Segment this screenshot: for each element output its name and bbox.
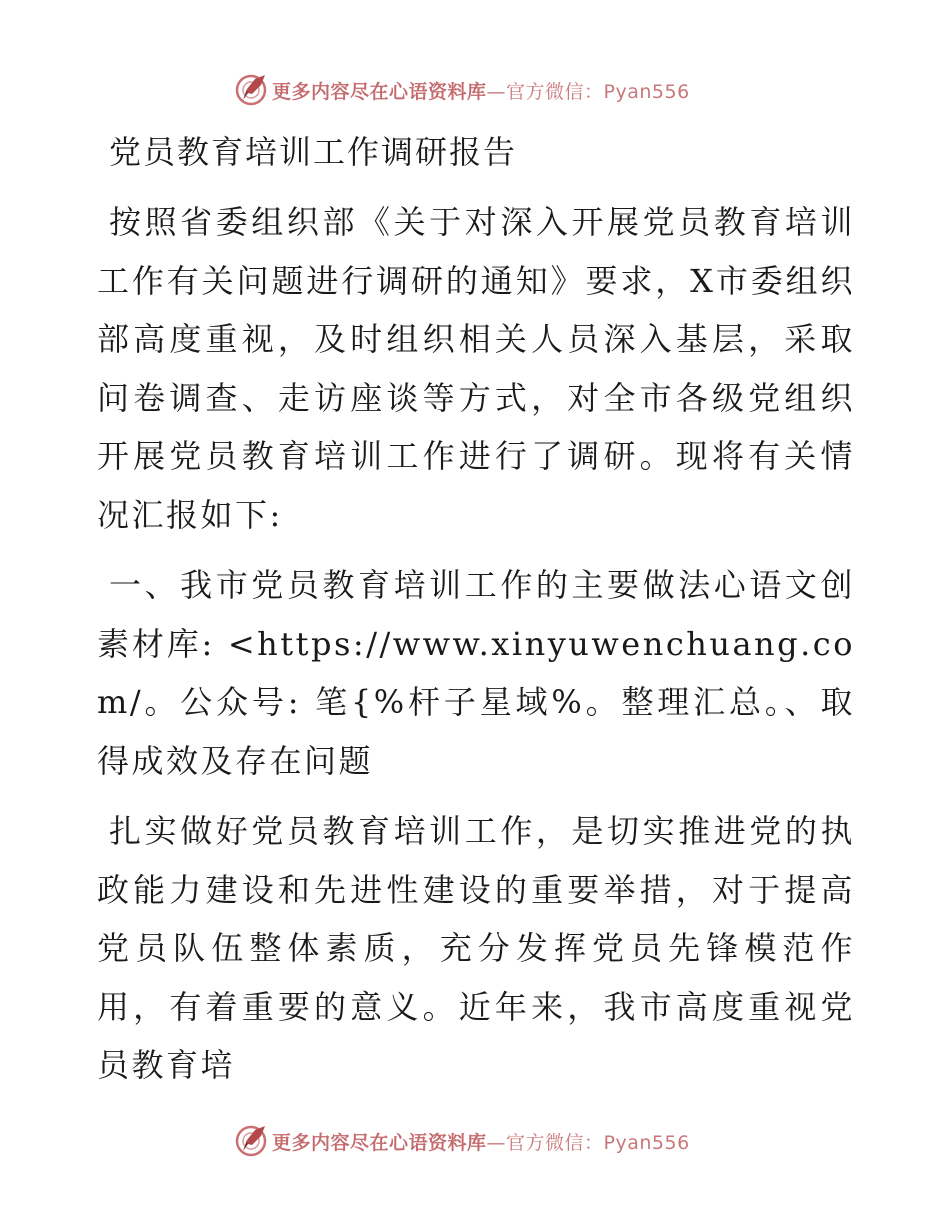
pen-nib-logo-icon bbox=[234, 73, 268, 107]
header-watermark-banner bbox=[234, 70, 690, 110]
watermark-official-label: 官方微信： bbox=[506, 80, 604, 103]
watermark-text bbox=[272, 1128, 690, 1155]
paragraph-section-heading: 一、我市党员教育培训工作的主要做法心语文创素材库: <https://www.xinyuwenchuang.com/。公众号: 笔{%杆子星域%。整理汇总。、取得成效及存在问题 bbox=[97, 566, 855, 780]
document-body bbox=[97, 123, 855, 1095]
watermark-brand: 更多内容尽在心语资料库 bbox=[272, 80, 487, 103]
watermark-official-label: 官方微信： bbox=[506, 1131, 604, 1154]
watermark-brand: 更多内容尽在心语资料库 bbox=[272, 1131, 487, 1154]
watermark-text bbox=[272, 77, 690, 104]
paragraph-intro: 按照省委组织部《关于对深入开展党员教育培训工作有关问题进行调研的通知》要求，X市委组织部高度重视，及时组织相关人员深入基层，采取问卷调查、走访座谈等方式，对全市各级党组织开展党员教育培训工作进行了调研。现将有关情况汇报如下: bbox=[97, 203, 855, 534]
watermark-separator: — bbox=[486, 80, 507, 103]
paragraph-body: 扎实做好党员教育培训工作，是切实推进党的执政能力建设和先进性建设的重要举措，对于提高党员队伍整体素质，充分发挥党员先锋模范作用，有着重要的意义。近年来，我市高度重视党员教育培 bbox=[97, 812, 855, 1084]
watermark-separator: — bbox=[486, 1131, 507, 1154]
watermark-wechat-id: Pyan556 bbox=[603, 80, 690, 103]
pen-nib-logo-icon bbox=[234, 1124, 268, 1158]
watermark-wechat-id: Pyan556 bbox=[603, 1131, 690, 1154]
footer-watermark-banner bbox=[234, 1121, 690, 1161]
document-title: 党员教育培训工作调研报告 bbox=[109, 133, 518, 171]
